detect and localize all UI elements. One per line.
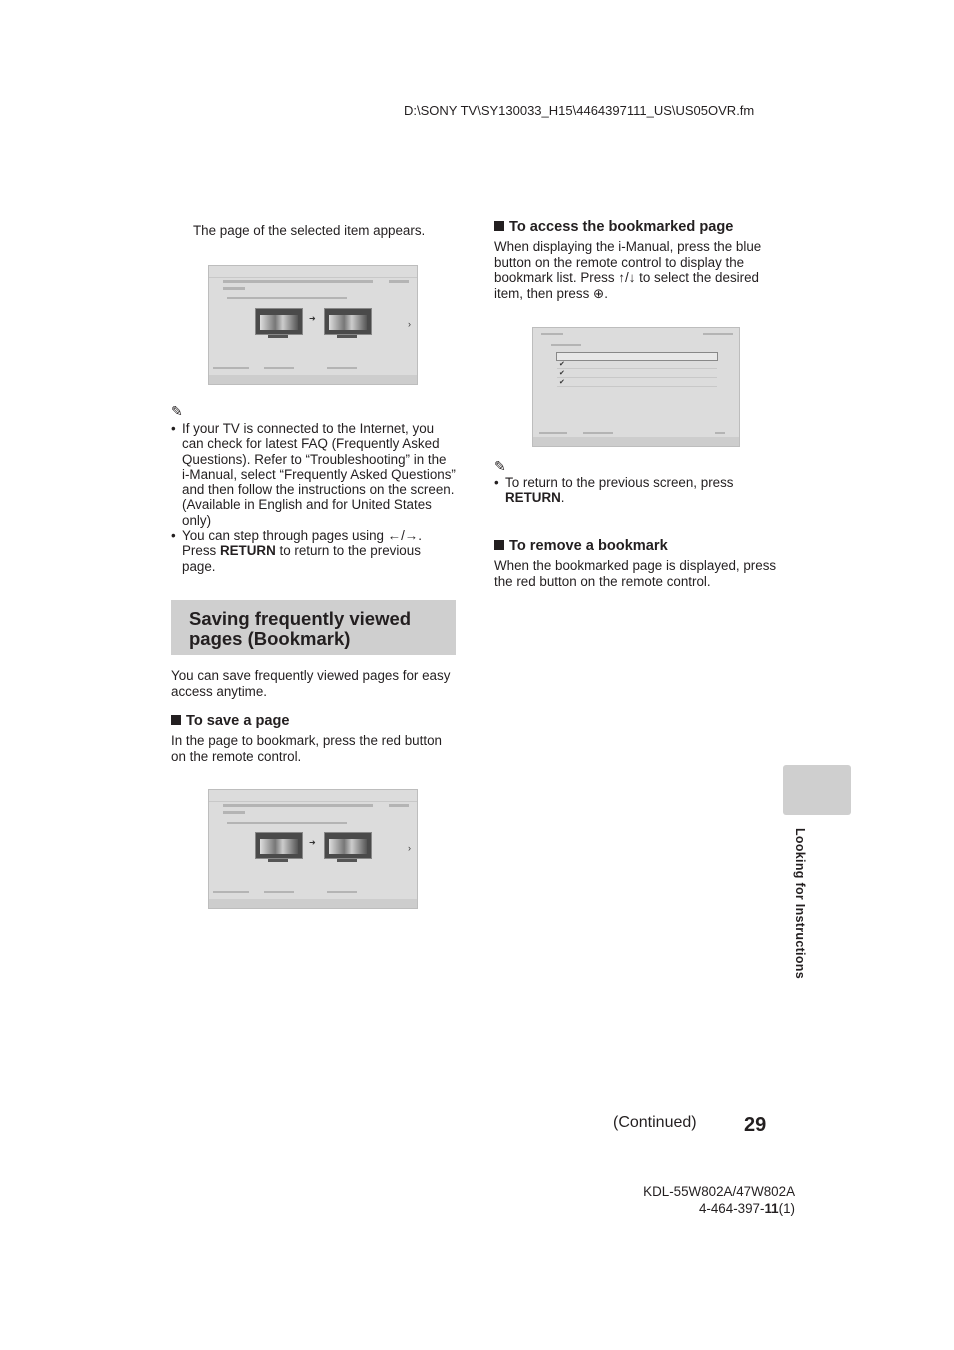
tip-bullet: • You can step through pages using ←/→. Press RETURN to return to the previous page. [171, 528, 456, 574]
left-right-arrow-icon: ←/→ [387, 528, 419, 544]
remove-heading: To remove a bookmark [494, 538, 668, 555]
continued-label: (Continued) [613, 1114, 697, 1131]
section-title: Saving frequently viewed pages (Bookmark) [189, 608, 412, 649]
screenshot-selected-page: ➜ › [208, 265, 418, 385]
save-text: In the page to bookmark, press the red button on the remote control. [171, 733, 442, 764]
section-header [171, 600, 456, 655]
screenshot-save-page: ➜ › [208, 789, 418, 909]
access-heading: To access the bookmarked page [494, 219, 733, 236]
model-number: KDL-55W802A/47W802A [643, 1184, 795, 1199]
model-info [600, 1183, 795, 1217]
tip-bullet: • If your TV is connected to the Internet, you can check for latest FAQ (Frequently Asked Questions). Refer to “Troubleshooting” in the i-Manual, select “Frequently Asked Questions” and then follow the instructions on the screen. (Available in English and for United States only) [171, 421, 456, 528]
square-bullet-icon [171, 715, 181, 725]
section-intro: You can save frequently viewed pages for easy access anytime. [171, 668, 451, 699]
save-heading: To save a page [171, 713, 290, 730]
note-list [494, 475, 784, 506]
page-number: 29 [744, 1114, 767, 1136]
tips-list [171, 421, 456, 574]
chapter-tab [783, 765, 851, 815]
up-down-arrow-icon: ↑/↓ [618, 270, 636, 285]
access-text: When displaying the i-Manual, press the blue button on the remote control to display the bookmark list. Press ↑/↓ to select the desired item, then press ⊕. [494, 239, 762, 301]
note-bullet: • To return to the previous screen, press RETURN. [494, 475, 784, 506]
intro-text: The page of the selected item appears. [193, 223, 426, 238]
enter-button-icon: ⊕ [593, 285, 605, 301]
file-path: D:\SONY TV\SY130033_H15\4464397111_US\US05OVR.fm [404, 103, 755, 118]
chapter-label: Looking for Instructions [793, 828, 807, 979]
pencil-note-icon: ✎ [494, 458, 506, 474]
screenshot-bookmark-list: ✔ ✔ ✔ [532, 327, 740, 447]
square-bullet-icon [494, 540, 504, 550]
pencil-note-icon: ✎ [171, 403, 183, 419]
square-bullet-icon [494, 221, 504, 231]
remove-text: When the bookmarked page is displayed, press the red button on the remote control. [494, 558, 777, 589]
document-code: 4-464-397-11(1) [698, 1201, 795, 1216]
